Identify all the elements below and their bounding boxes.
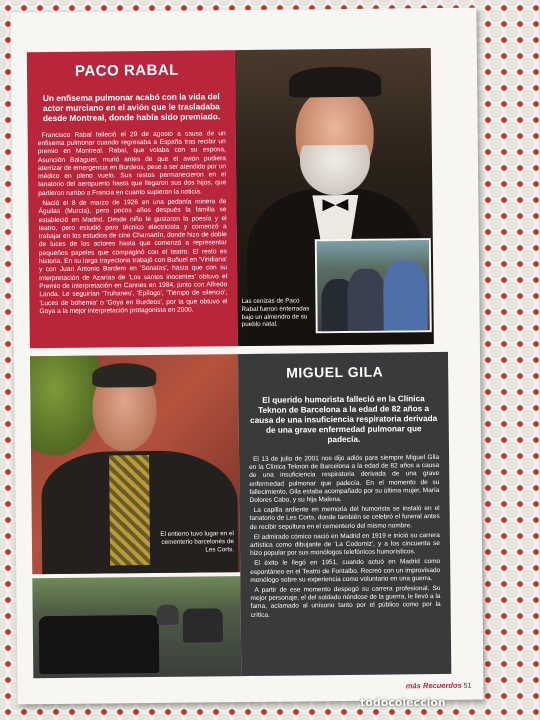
rabal-article-panel	[27, 50, 238, 348]
rabal-paragraph: Francisco Rabal falleció el 29 de agosto a causa de un enfisema pulmonar cuando regresaba a España tras recibir un premio en Montreal. Rabal, que volaba con su esposa, Asunción Balaguer, murió antes de que el avión pudiera aterrizar de emergencia en Burdeos, pese a ser atendido por un médico en pleno vuelo. Sus restos permanecieron en el tanatorio del aeropuerto hasta que llegaron sus dos hijos, que partieron rumbo a Francia en cuanto supieron la noticia.	[37, 129, 227, 197]
photo-detail	[109, 455, 150, 565]
rabal-paragraph: Nació el 8 de marzo de 1926 en una pedanía minera de Águilas (Murcia), pero pocos años después la familia se estableció en Madrid. Desde niño le gustaron la poesía y el teatro, pero estudió para técnico electricista y comenzó a trabajar en los estudios de cine Chamartín, donde hizo de doble de luces de los actores hasta que comenzó a representar pequeños papeles que compaginó con el teatro. El resto es historia. En su larga trayectoria trabajó con Buñuel en 'Viridiana' y con Juan Antonio Bardem en 'Sonatas', hasta que con su interpretación de Azarías de 'Los santos inocentes' obtuvo el Premio de interpretación en Cannes en 1984, junto con Alfredo Landa. Le seguirían 'Truhanes', 'Epílogo', 'Tiempo de silencio', 'Luces de bohemia' o 'Goya en Burdeos', por la que obtuvo el Goya a la mejor interpretación protagonista en 2000.	[38, 198, 228, 316]
gila-paragraph: El admirado cómico nació en Madrid en 1919 e inició su carrera artística como dibujante de 'La Codorniz', y a los cincuenta se hizo popular por sus monólogos telefónicos humorísticos.	[249, 531, 441, 558]
gila-lead: El querido humorista falleció en la Clínica Teknon de Barcelona a la edad de 82 años a causa de una insuficiencia respiratoria derivada de una grave enfermedad pulmonar que padecía.	[250, 394, 438, 445]
photo-detail	[39, 615, 160, 674]
gila-funeral-cortege-photo	[32, 576, 241, 678]
rabal-body	[38, 130, 228, 316]
page-footer	[406, 681, 472, 691]
gila-article-panel	[238, 352, 451, 676]
gila-photo-caption: El entierro tuvo lugar en el cementerio barcelonés de Les Corts.	[160, 530, 235, 554]
rabal-photo-caption: Las cenizas de Paco Rabal fueron enterradas bajo un almendro de su pueblo natal.	[241, 297, 310, 329]
photo-detail	[157, 605, 179, 625]
photo-detail	[92, 363, 156, 388]
photo-detail	[347, 269, 386, 331]
photo-detail	[383, 260, 428, 330]
photo-detail	[183, 608, 223, 642]
gila-paragraph: La capilla ardiente en memoria del humorista se instaló en el tanatorio de Les Corts, donde también se celebró el funeral antes de recibir sepultura en el cementerio del mismo nombre.	[249, 505, 440, 531]
photo-detail	[300, 145, 371, 196]
page-number: 51	[463, 682, 472, 690]
gila-paragraph: El 13 de julio de 2001 nos dijo adiós para siempre Miguel Gila en la Clínica Teknon de Barcelona a la edad de 82 años a causa de una insuficiencia respiratoria derivada de una grave enfermedad pulmonar que padecía. En el momento de su fallecimiento, Gila estaba acompañado por su última mujer, María Dolores Cabo, y su hija Malena.	[249, 453, 440, 504]
rabal-lead: Un enfisema pulmonar acabó con la vida del actor murciano en el avión que le trasladaba desde Montreal, donde había sido premiado.	[42, 91, 221, 124]
rabal-portrait-photo	[235, 48, 434, 346]
magazine-brand: más Recuerdos	[405, 680, 462, 691]
gila-paragraph: El éxito le llegó en 1951, cuando actuó en Madrid como espontáneo en el Teatro de Fontalbo. Recreó con un improvisado monólogo sobre su experiencia como voluntario en una guerra.	[250, 558, 441, 584]
rabal-headline: PACO RABAL	[74, 61, 179, 80]
rabal-funeral-inset-photo	[315, 238, 432, 333]
gila-headline: MIGUEL GILA	[286, 363, 384, 381]
watermark: todocoleccion	[360, 696, 446, 709]
photo-detail	[289, 67, 381, 98]
gila-portrait-photo	[30, 354, 240, 574]
gila-paragraph: A partir de ese momento despegó su carrera profesional. Su mejor personaje, el del soldado riéndose de la guerra, le llevó a la fama, aclamado al unísono tanto por el público como por la crítica.	[250, 585, 441, 619]
magazine-page	[10, 8, 483, 705]
gila-body	[249, 454, 441, 620]
